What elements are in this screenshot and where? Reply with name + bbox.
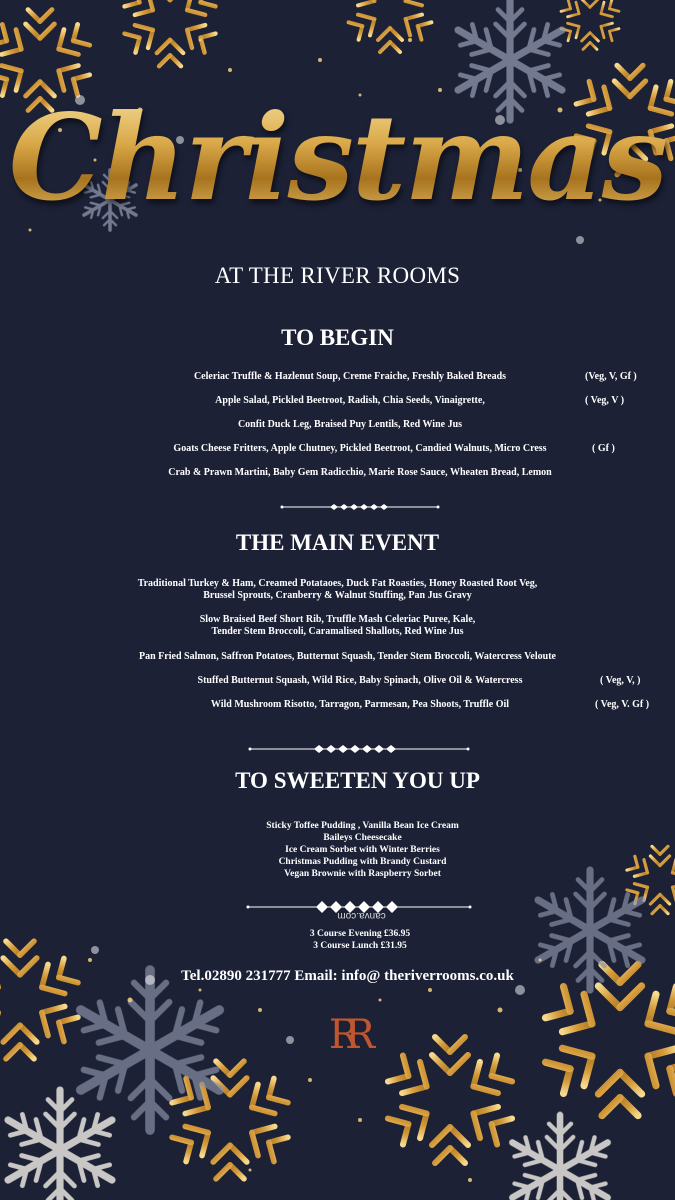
main-item: Stuffed Butternut Squash, Wild Rice, Baby Spinach, Olive Oil & Watercress <box>197 675 523 686</box>
price-block <box>0 928 675 952</box>
dessert-item: Christmas Pudding with Brandy Custard <box>278 857 447 867</box>
price-lunch: 3 Course Lunch £31.95 <box>313 941 407 951</box>
main-item-line: Pan Fried Salmon, Saffron Potatoes, Butternut Squash, Tender Stem Broccoli, Watercress Veloute <box>139 651 556 662</box>
dessert-item: Ice Cream Sorbet with Winter Berries <box>285 845 440 855</box>
main-item-line: Tender Stem Broccoli, Caramalised Shallots, Red Wine Jus <box>211 626 464 637</box>
dessert-list <box>0 820 675 880</box>
main-item-line: Traditional Turkey & Ham, Creamed Potataoes, Duck Fat Roasties, Honey Roasted Root Veg, <box>137 578 538 589</box>
starter-item: Confit Duck Leg, Braised Puy Lentils, Red Wine Jus <box>237 419 463 430</box>
section-heading-starters: TO BEGIN <box>281 325 394 350</box>
ornament-divider <box>248 744 470 754</box>
main-item: Wild Mushroom Risotto, Tarragon, Parmesan, Pea Shoots, Truffle Oil <box>210 699 510 710</box>
price-evening: 3 Course Evening £36.95 <box>309 929 411 939</box>
starter-item: Celeriac Truffle & Hazlenut Soup, Creme Fraiche, Freshly Baked Breads <box>193 371 507 382</box>
contact-line: Tel.02890 231777 Email: info@ theriverrooms.co.uk <box>181 968 514 984</box>
main-item-line: Brussel Sprouts, Cranberry & Walnut Stuffing, Pan Jus Gravy <box>203 590 472 601</box>
subtitle: AT THE RIVER ROOMS <box>214 263 461 288</box>
ornament-divider <box>280 502 440 512</box>
diet-tag: ( Veg, V ) <box>585 395 625 406</box>
diet-tag: ( Veg, V, ) <box>600 675 641 686</box>
section-heading-desserts: TO SWEETEN YOU UP <box>235 768 480 793</box>
starter-item: Crab & Prawn Martini, Baby Gem Radicchio, Marie Rose Sauce, Wheaten Bread, Lemon <box>168 467 552 478</box>
river-rooms-logo: RR <box>328 1012 362 1058</box>
dessert-item: Sticky Toffee Pudding , Vanilla Bean Ice Cream <box>266 821 459 831</box>
dessert-item: Baileys Cheesecake <box>323 833 402 843</box>
section-heading-mains: THE MAIN EVENT <box>235 530 440 555</box>
diet-tag: ( Gf ) <box>592 443 615 454</box>
diet-tag: (Veg, V, Gf ) <box>585 371 637 382</box>
main-item <box>0 614 675 638</box>
mirrored-watermark-text: canva.com <box>337 910 386 921</box>
starter-item: Apple Salad, Pickled Beetroot, Radish, Chia Seeds, Vinaigrette, <box>215 395 485 406</box>
script-title: Christmas <box>0 88 675 227</box>
dessert-item: Vegan Brownie with Raspberry Sorbet <box>284 869 441 879</box>
main-item <box>10 651 675 663</box>
starter-item: Goats Cheese Fritters, Apple Chutney, Pickled Beetroot, Candied Walnuts, Micro Cress <box>173 443 547 454</box>
main-item-line: Slow Braised Beef Short Rib, Truffle Mash Celeriac Puree, Kale, <box>199 614 476 625</box>
diet-tag: ( Veg, V. Gf ) <box>595 699 650 710</box>
main-item <box>0 578 675 602</box>
